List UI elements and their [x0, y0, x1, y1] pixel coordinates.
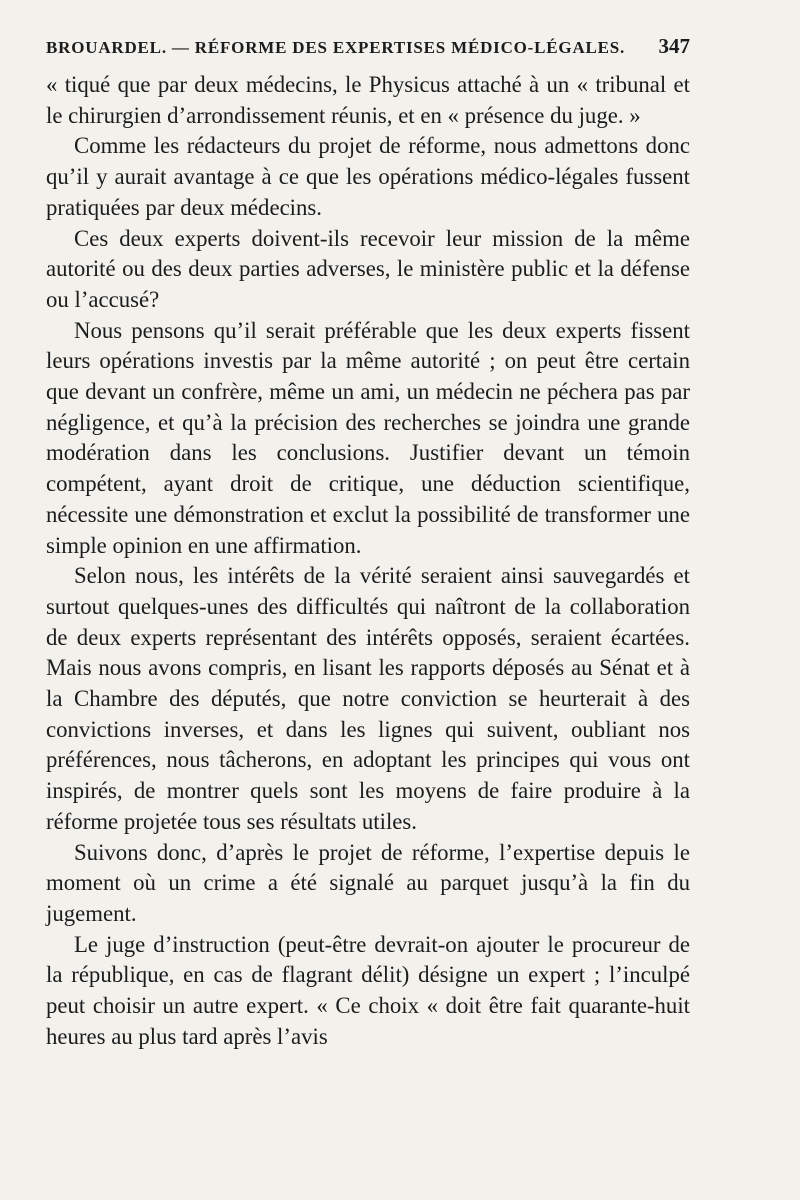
page-number: 347 — [658, 34, 690, 58]
paragraph: Nous pensons qu’il serait préférable que les deux experts fissent leurs opérations investis par la même autorité ; on peut être certain que devant un confrère, même un ami, un médecin ne péchera pas par négligence, et qu’à la précision des recherches se joindra une grande modération dans les conclusions. Justifier devant un témoin compétent, ayant droit de critique, une déduction scientifique, nécessite une démonstration et exclut la possibilité de transformer une simple opinion en une affirmation. — [46, 317, 690, 558]
paragraph: Le juge d’instruction (peut-être devrait-on ajouter le procureur de la république, en cas de flagrant délit) désigne un expert ; l’inculpé peut choisir un autre expert. « Ce choix « doit être fait quarante-huit heures au plus tard après l’avis — [46, 931, 690, 1049]
running-title: BROUARDEL. — RÉFORME DES EXPERTISES MÉDICO-LÉGALES. — [46, 38, 626, 57]
paragraph: Comme les rédacteurs du projet de réforme, nous admettons donc qu’il y aurait avantage à ce que les opérations médico-légales fussent pratiquées par deux médecins. — [46, 133, 690, 220]
paragraph: Selon nous, les intérêts de la vérité seraient ainsi sauvegardés et surtout quelques-unes des difficultés qui naîtront de la collaboration de deux experts représentant des intérêts opposés, seraient écartées. Mais nous avons compris, en lisant les rapports déposés au Sénat et à la Chambre des députés, que notre conviction se heurterait à des convictions inverses, et dans les lignes qui suivent, oubliant nos préférences, nous tâcherons, en adoptant les principes qui vous ont inspirés, de montrer quels sont les moyens de faire produire à la réforme projetée tous ses résultats utiles. — [46, 563, 690, 834]
page-body — [46, 70, 690, 1053]
paragraph-quote-continuation: « tiqué que par deux médecins, le Physicus attaché à un « tribunal et le chirurgien d’arrondissement réunis, et en « présence du juge. » — [46, 72, 690, 128]
paragraph: Suivons donc, d’après le projet de réforme, l’expertise depuis le moment où un crime a été signalé au parquet jusqu’à la fin du jugement. — [46, 839, 690, 926]
paragraph: Ces deux experts doivent-ils recevoir leur mission de la même autorité ou des deux parties adverses, le ministère public et la défense ou l’accusé? — [46, 225, 690, 312]
page-header — [46, 34, 690, 70]
